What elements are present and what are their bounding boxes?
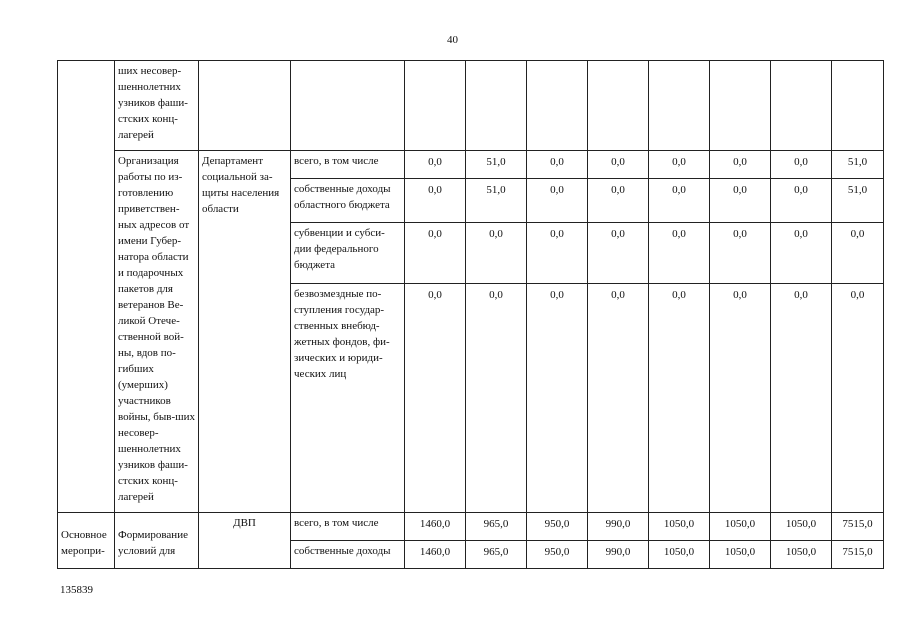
value-cell: 0,0 xyxy=(527,179,588,223)
value-cell xyxy=(405,61,466,151)
value-cell: 0,0 xyxy=(588,284,649,513)
value-cell: 0,0 xyxy=(588,151,649,179)
value-cell xyxy=(527,61,588,151)
value-cell: 1050,0 xyxy=(710,541,771,569)
value-cell: 0,0 xyxy=(771,284,832,513)
value-cell: 950,0 xyxy=(527,513,588,541)
table-row xyxy=(58,513,884,541)
value-cell xyxy=(588,61,649,151)
value-cell: 1050,0 xyxy=(771,541,832,569)
value-cell: 0,0 xyxy=(405,151,466,179)
table-row xyxy=(58,61,884,151)
value-cell: 0,0 xyxy=(649,151,710,179)
page-number: 40 xyxy=(447,34,458,46)
activity-cell: Формирование условий для xyxy=(115,513,199,569)
value-cell: 0,0 xyxy=(466,284,527,513)
value-cell xyxy=(771,61,832,151)
value-cell: 0,0 xyxy=(832,223,884,284)
value-cell: 1460,0 xyxy=(405,541,466,569)
value-cell: 1050,0 xyxy=(771,513,832,541)
value-cell: 0,0 xyxy=(710,284,771,513)
value-cell: 1050,0 xyxy=(710,513,771,541)
value-cell: 0,0 xyxy=(649,179,710,223)
source-cell xyxy=(291,61,405,151)
source-cell: всего, в том числе xyxy=(291,151,405,179)
value-cell: 51,0 xyxy=(466,151,527,179)
source-cell: собственные доходы областного бюджета xyxy=(291,179,405,223)
value-cell: 990,0 xyxy=(588,541,649,569)
value-cell: 0,0 xyxy=(771,179,832,223)
value-cell: 0,0 xyxy=(649,223,710,284)
value-cell: 0,0 xyxy=(466,223,527,284)
value-cell: 0,0 xyxy=(710,223,771,284)
value-cell: 965,0 xyxy=(466,541,527,569)
source-cell: всего, в том числе xyxy=(291,513,405,541)
executor-cell: ДВП xyxy=(199,513,291,569)
value-cell xyxy=(710,61,771,151)
value-cell xyxy=(466,61,527,151)
value-cell: 0,0 xyxy=(832,284,884,513)
value-cell: 0,0 xyxy=(405,284,466,513)
value-cell: 0,0 xyxy=(527,223,588,284)
value-cell: 0,0 xyxy=(771,151,832,179)
value-cell: 1050,0 xyxy=(649,513,710,541)
value-cell: 51,0 xyxy=(466,179,527,223)
executor-cell: Департамент социальной за-щиты населения области xyxy=(199,151,291,513)
value-cell: 0,0 xyxy=(649,284,710,513)
value-cell: 0,0 xyxy=(588,179,649,223)
source-cell: собственные доходы xyxy=(291,541,405,569)
source-cell: безвозмездные по-ступления государ-ственных внебюд-жетных фондов, фи-зических и юриди-ческих лиц xyxy=(291,284,405,513)
executor-cell xyxy=(199,61,291,151)
type-cell: Основное меропри- xyxy=(58,513,115,569)
value-cell: 51,0 xyxy=(832,179,884,223)
value-cell xyxy=(649,61,710,151)
value-cell: 0,0 xyxy=(527,284,588,513)
value-cell xyxy=(832,61,884,151)
table-row xyxy=(58,151,884,179)
value-cell: 0,0 xyxy=(405,223,466,284)
value-cell: 1050,0 xyxy=(649,541,710,569)
value-cell: 950,0 xyxy=(527,541,588,569)
source-cell: субвенции и субси-дии федерального бюджета xyxy=(291,223,405,284)
value-cell: 990,0 xyxy=(588,513,649,541)
value-cell: 51,0 xyxy=(832,151,884,179)
value-cell: 0,0 xyxy=(771,223,832,284)
value-cell: 7515,0 xyxy=(832,541,884,569)
value-cell: 0,0 xyxy=(710,179,771,223)
value-cell: 0,0 xyxy=(588,223,649,284)
activity-cell: ших несовер-шеннолетних узников фаши-стских конц-лагерей xyxy=(115,61,199,151)
activity-cell: Организация работы по из-готовлению приветствен-ных адресов от имени Губер-натора области и подарочных пакетов для ветеранов Ве-ликой Отече-ственной вой-ны, вдов по-гибших (умерших) участников войны, быв-ших несовер-шеннолетних узников фаши-стских конц-лагерей xyxy=(115,151,199,513)
value-cell: 1460,0 xyxy=(405,513,466,541)
value-cell: 0,0 xyxy=(710,151,771,179)
value-cell: 0,0 xyxy=(405,179,466,223)
document-code: 135839 xyxy=(60,584,93,596)
funding-table xyxy=(57,60,884,569)
value-cell: 965,0 xyxy=(466,513,527,541)
value-cell: 0,0 xyxy=(527,151,588,179)
type-cell-empty xyxy=(58,61,115,513)
value-cell: 7515,0 xyxy=(832,513,884,541)
